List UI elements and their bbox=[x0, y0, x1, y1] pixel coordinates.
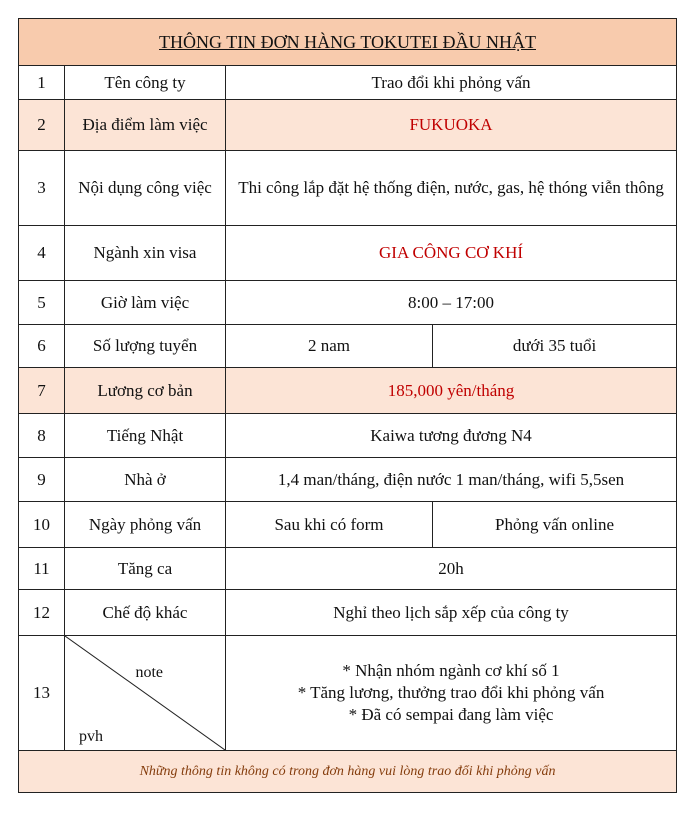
row-label: Nhà ở bbox=[65, 458, 226, 502]
table-row bbox=[19, 325, 677, 368]
row-label: Tiếng Nhật bbox=[65, 414, 226, 458]
note-line: * Nhận nhóm ngành cơ khí số 1 bbox=[342, 661, 560, 680]
row-value: Thi công lắp đặt hệ thống điện, nước, gas, hệ thóng viễn thông bbox=[226, 151, 677, 226]
row-value-b: dưới 35 tuổi bbox=[433, 325, 677, 368]
row-number: 11 bbox=[19, 548, 65, 590]
row-label: Nội dụng công việc bbox=[65, 151, 226, 226]
row-value: FUKUOKA bbox=[226, 100, 677, 151]
note-line: * Tăng lương, thưởng trao đổi khi phỏng vấn bbox=[297, 683, 605, 702]
row-label: Số lượng tuyển bbox=[65, 325, 226, 368]
row-value-a: 2 nam bbox=[226, 325, 433, 368]
row-number: 12 bbox=[19, 590, 65, 636]
table-row bbox=[19, 66, 677, 100]
table-row bbox=[19, 226, 677, 281]
table-row bbox=[19, 414, 677, 458]
table-row bbox=[19, 151, 677, 226]
order-info-table bbox=[18, 18, 677, 793]
row-value-a: Sau khi có form bbox=[226, 502, 433, 548]
row-value: 20h bbox=[226, 548, 677, 590]
row-value: Kaiwa tương đương N4 bbox=[226, 414, 677, 458]
row-label: Địa điểm làm việc bbox=[65, 100, 226, 151]
table-title: THÔNG TIN ĐƠN HÀNG TOKUTEI ĐẦU NHẬT bbox=[19, 19, 677, 66]
table-row bbox=[19, 590, 677, 636]
diagonal-header-cell bbox=[65, 636, 226, 751]
row-value-b: Phỏng vấn online bbox=[433, 502, 677, 548]
row-value: 8:00 – 17:00 bbox=[226, 281, 677, 325]
table-row bbox=[19, 281, 677, 325]
table-row bbox=[19, 100, 677, 151]
table-row bbox=[19, 458, 677, 502]
row-number: 9 bbox=[19, 458, 65, 502]
table-row bbox=[19, 502, 677, 548]
row-number: 2 bbox=[19, 100, 65, 151]
table-row bbox=[19, 636, 677, 751]
row-label: Ngày phỏng vấn bbox=[65, 502, 226, 548]
row-number: 7 bbox=[19, 368, 65, 414]
row-number: 10 bbox=[19, 502, 65, 548]
row-value: 1,4 man/tháng, điện nước 1 man/tháng, wifi 5,5sen bbox=[226, 458, 677, 502]
row-number: 4 bbox=[19, 226, 65, 281]
row-number: 1 bbox=[19, 66, 65, 100]
diagonal-bottom-label: pvh bbox=[79, 728, 103, 745]
row-number: 3 bbox=[19, 151, 65, 226]
table-row bbox=[19, 368, 677, 414]
row-label: Lương cơ bản bbox=[65, 368, 226, 414]
row-label: Giờ làm việc bbox=[65, 281, 226, 325]
row-value: 185,000 yên/tháng bbox=[226, 368, 677, 414]
footer-note: Những thông tin không có trong đơn hàng vui lòng trao đổi khi phỏng vấn bbox=[19, 751, 677, 793]
row-value: Nghỉ theo lịch sắp xếp của công ty bbox=[226, 590, 677, 636]
row-number: 8 bbox=[19, 414, 65, 458]
row-number: 13 bbox=[19, 636, 65, 751]
row-label: Tăng ca bbox=[65, 548, 226, 590]
row-value: Trao đổi khi phỏng vấn bbox=[226, 66, 677, 100]
row-label: Tên công ty bbox=[65, 66, 226, 100]
notes-cell bbox=[226, 636, 677, 751]
diagonal-top-label: note bbox=[135, 664, 163, 681]
row-number: 6 bbox=[19, 325, 65, 368]
row-label: Ngành xin visa bbox=[65, 226, 226, 281]
row-label: Chế độ khác bbox=[65, 590, 226, 636]
table-row bbox=[19, 548, 677, 590]
note-line: * Đã có sempai đang làm việc bbox=[348, 705, 554, 724]
row-value: GIA CÔNG CƠ KHÍ bbox=[226, 226, 677, 281]
row-number: 5 bbox=[19, 281, 65, 325]
